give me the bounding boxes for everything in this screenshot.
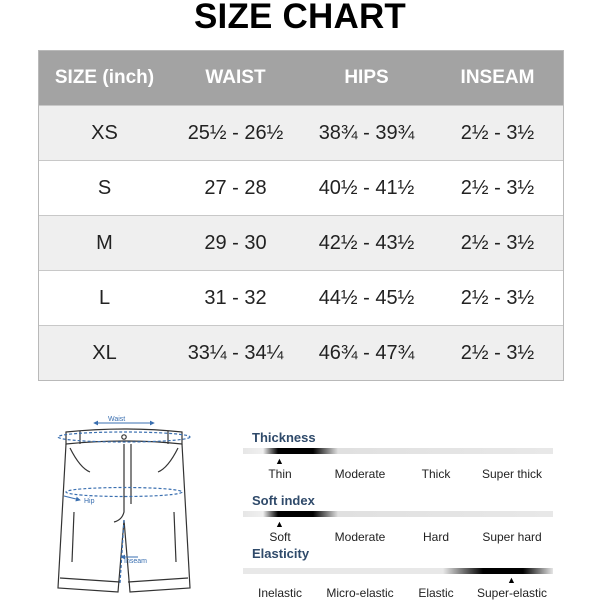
inseam-label: Inseam: [124, 558, 147, 565]
cell-waist: 27 - 28: [204, 176, 267, 199]
elasticity-bar: [243, 568, 553, 574]
thickness-option: Thin: [268, 467, 292, 481]
soft-index-marker-icon: ▲: [275, 519, 284, 529]
cell-size: S: [97, 176, 112, 199]
soft-index-option: Super hard: [482, 530, 542, 544]
thickness-option: Thick: [421, 467, 451, 481]
cell-waist: 25½ - 26½: [187, 121, 284, 144]
thickness-bar: [243, 448, 553, 454]
soft-index-bar: [243, 511, 553, 517]
soft-index-option: Moderate: [334, 530, 386, 544]
waist-label: Waist: [108, 416, 126, 423]
elasticity-option: Inelastic: [257, 586, 303, 600]
elasticity-scale: [243, 546, 553, 600]
cell-inseam: 2½ - 3½: [460, 176, 535, 199]
table-row: [39, 325, 563, 380]
cell-inseam: 2½ - 3½: [460, 121, 535, 144]
table-row: [39, 105, 563, 160]
thickness-marker-icon: ▲: [275, 456, 284, 466]
soft-index-title: Soft index: [252, 493, 315, 508]
table-header: [39, 51, 563, 105]
cell-size: L: [98, 286, 111, 309]
cell-hips: 46¾ - 47¾: [318, 341, 415, 364]
table-row: [39, 160, 563, 215]
cell-hips: 44½ - 45½: [318, 286, 415, 309]
page-title: SIZE CHART: [194, 0, 406, 36]
hip-arrow: [64, 496, 80, 500]
header-waist: WAIST: [205, 67, 266, 88]
cell-waist: 31 - 32: [204, 286, 267, 309]
thickness-title: Thickness: [252, 430, 316, 445]
elasticity-title: Elasticity: [252, 546, 310, 561]
hip-label: Hip: [84, 498, 95, 505]
header-inseam: INSEAM: [460, 67, 535, 88]
thickness-option: Moderate: [334, 467, 386, 481]
thickness-scale: [243, 430, 553, 485]
cell-hips: 40½ - 41½: [318, 176, 415, 199]
cell-hips: 42½ - 43½: [318, 231, 415, 254]
soft-index-option: Soft: [269, 530, 291, 544]
cell-size: M: [96, 231, 113, 254]
elasticity-marker-icon: ▲: [507, 575, 516, 585]
header-hips: HIPS: [344, 67, 389, 88]
shorts-diagram: [50, 412, 200, 600]
elasticity-option: Super-elastic: [476, 586, 548, 600]
soft-index-option: Hard: [422, 530, 450, 544]
cell-inseam: 2½ - 3½: [460, 231, 535, 254]
size-table: [38, 50, 564, 381]
shorts-outline-icon: [58, 429, 190, 592]
cell-size: XL: [92, 341, 117, 364]
soft-index-scale: [243, 493, 553, 548]
elasticity-option: Elastic: [418, 586, 454, 600]
cell-inseam: 2½ - 3½: [460, 286, 535, 309]
cell-waist: 29 - 30: [204, 231, 267, 254]
header-size: SIZE (inch): [54, 67, 155, 88]
elasticity-option: Micro-elastic: [326, 586, 394, 600]
cell-waist: 33¼ - 34¼: [187, 341, 284, 364]
table-row: [39, 270, 563, 325]
cell-hips: 38¾ - 39¾: [318, 121, 415, 144]
table-row: [39, 215, 563, 270]
thickness-option: Super thick: [481, 467, 543, 481]
cell-size: XS: [91, 121, 118, 144]
cell-inseam: 2½ - 3½: [460, 341, 535, 364]
